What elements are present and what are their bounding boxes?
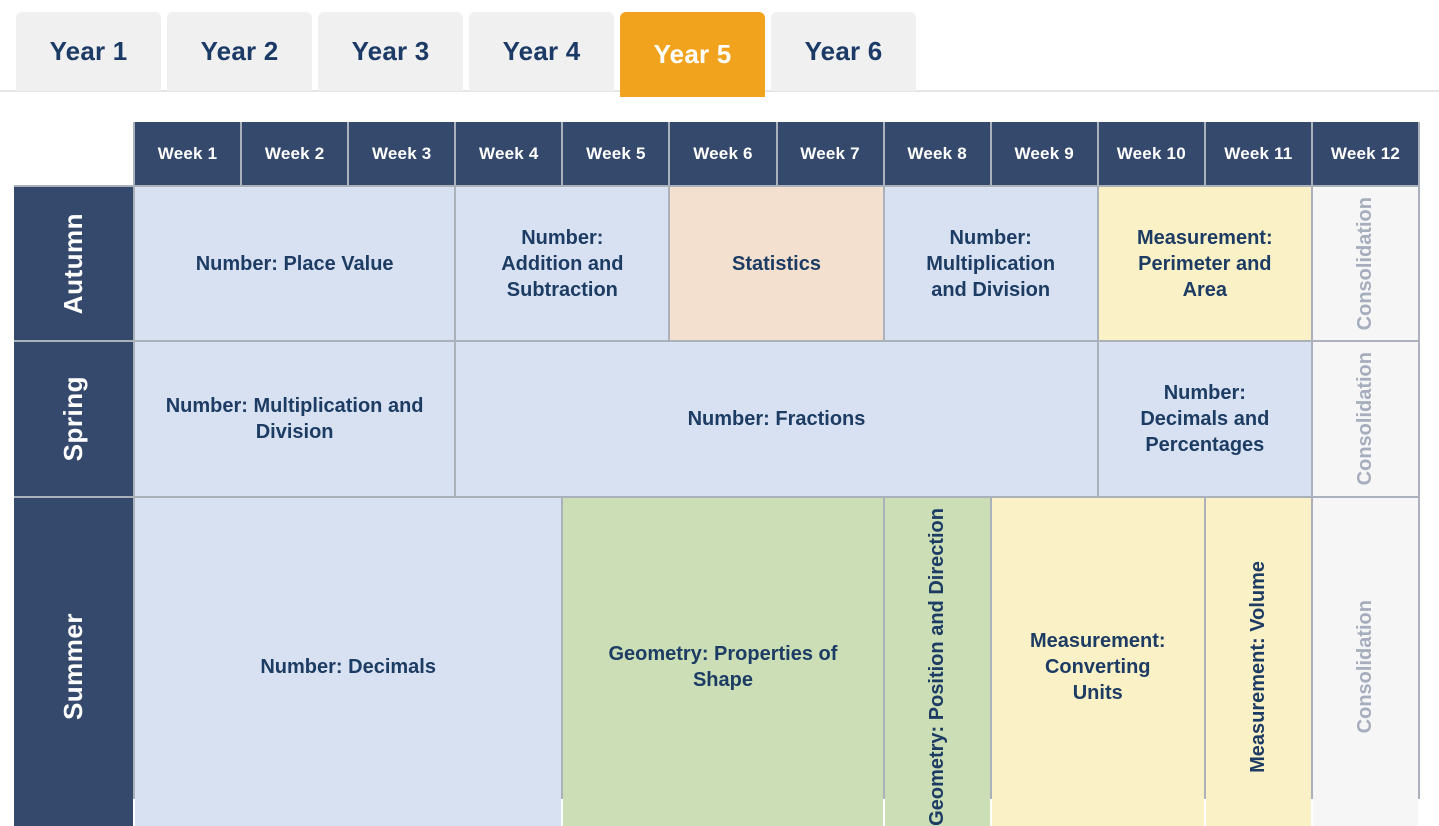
- tab-year-6[interactable]: Year 6: [771, 12, 916, 91]
- topic-block-number-place-value[interactable]: [135, 187, 454, 340]
- topic-block-title: Statistics: [732, 252, 821, 275]
- week-header-3: Week 3: [349, 122, 454, 185]
- topic-block-number-multiplication-and-division[interactable]: [885, 187, 1097, 340]
- topic-block-title: Measurement: Perimeter and Area: [1137, 226, 1273, 301]
- tab-year-5[interactable]: Year 5: [620, 12, 765, 97]
- week-header-6: Week 6: [670, 122, 775, 185]
- topic-block-number-decimals[interactable]: [135, 498, 561, 826]
- topic-block-title: Consolidation: [1353, 352, 1376, 486]
- consolidation-block: [1313, 342, 1418, 495]
- topic-block-title: Measurement: Volume: [1246, 560, 1269, 773]
- topic-block-title: Measurement: Converting Units: [1029, 629, 1166, 704]
- curriculum-week-table: [14, 122, 1420, 826]
- year-tabs: [16, 12, 916, 97]
- term-label-spring: [14, 342, 133, 495]
- table-corner-spacer: [14, 122, 133, 185]
- topic-block-number-fractions[interactable]: [456, 342, 1097, 495]
- topic-block-title: Number: Place Value: [195, 252, 394, 275]
- week-header-4: Week 4: [456, 122, 561, 185]
- week-header-2: Week 2: [242, 122, 347, 185]
- topic-block-geometry-position-and-direction[interactable]: [885, 498, 990, 826]
- tab-year-2[interactable]: Year 2: [167, 12, 312, 91]
- term-label-text: Autumn: [58, 213, 88, 315]
- topic-block-title: Number: Fractions: [687, 407, 866, 430]
- topic-block-title: Number: Multiplication and Division: [165, 394, 424, 443]
- topic-block-title: Number: Addition and Subtraction: [501, 226, 624, 301]
- term-label-autumn: [14, 187, 133, 340]
- topic-block-statistics[interactable]: [670, 187, 882, 340]
- topic-block-measurement-volume[interactable]: [1206, 498, 1311, 826]
- topic-block-measurement-converting-units[interactable]: [992, 498, 1204, 826]
- consolidation-block: [1313, 498, 1418, 826]
- topic-block-title: Number: Decimals: [260, 655, 436, 678]
- topic-block-title: Number: Multiplication and Division: [926, 226, 1056, 301]
- topic-block-title: Geometry: Properties of Shape: [608, 642, 838, 691]
- week-header-12: Week 12: [1313, 122, 1418, 185]
- consolidation-block: [1313, 187, 1418, 340]
- topic-block-title: Consolidation: [1353, 197, 1376, 331]
- topic-block-measurement-perimeter-and-area[interactable]: [1099, 187, 1311, 340]
- topic-block-title: Consolidation: [1353, 599, 1376, 734]
- topic-block-geometry-properties-of-shape[interactable]: [563, 498, 882, 826]
- week-header-1: Week 1: [135, 122, 240, 185]
- topic-block-number-decimals-and-percentages[interactable]: [1099, 342, 1311, 495]
- topic-block-number-addition-and-subtraction[interactable]: [456, 187, 668, 340]
- term-label-text: Spring: [58, 376, 88, 462]
- topic-block-number-multiplication-and-division[interactable]: [135, 342, 454, 495]
- topic-block-title: Geometry: Position and Direction: [925, 507, 948, 826]
- week-header-5: Week 5: [563, 122, 668, 185]
- week-header-7: Week 7: [778, 122, 883, 185]
- topic-block-title: Number: Decimals and Percentages: [1140, 381, 1270, 456]
- tab-year-1[interactable]: Year 1: [16, 12, 161, 91]
- tab-year-3[interactable]: Year 3: [318, 12, 463, 91]
- term-label-summer: [14, 498, 133, 826]
- week-header-11: Week 11: [1206, 122, 1311, 185]
- tab-year-4[interactable]: Year 4: [469, 12, 614, 91]
- term-label-text: Summer: [58, 613, 88, 721]
- week-header-10: Week 10: [1099, 122, 1204, 185]
- week-header-9: Week 9: [992, 122, 1097, 185]
- week-header-8: Week 8: [885, 122, 990, 185]
